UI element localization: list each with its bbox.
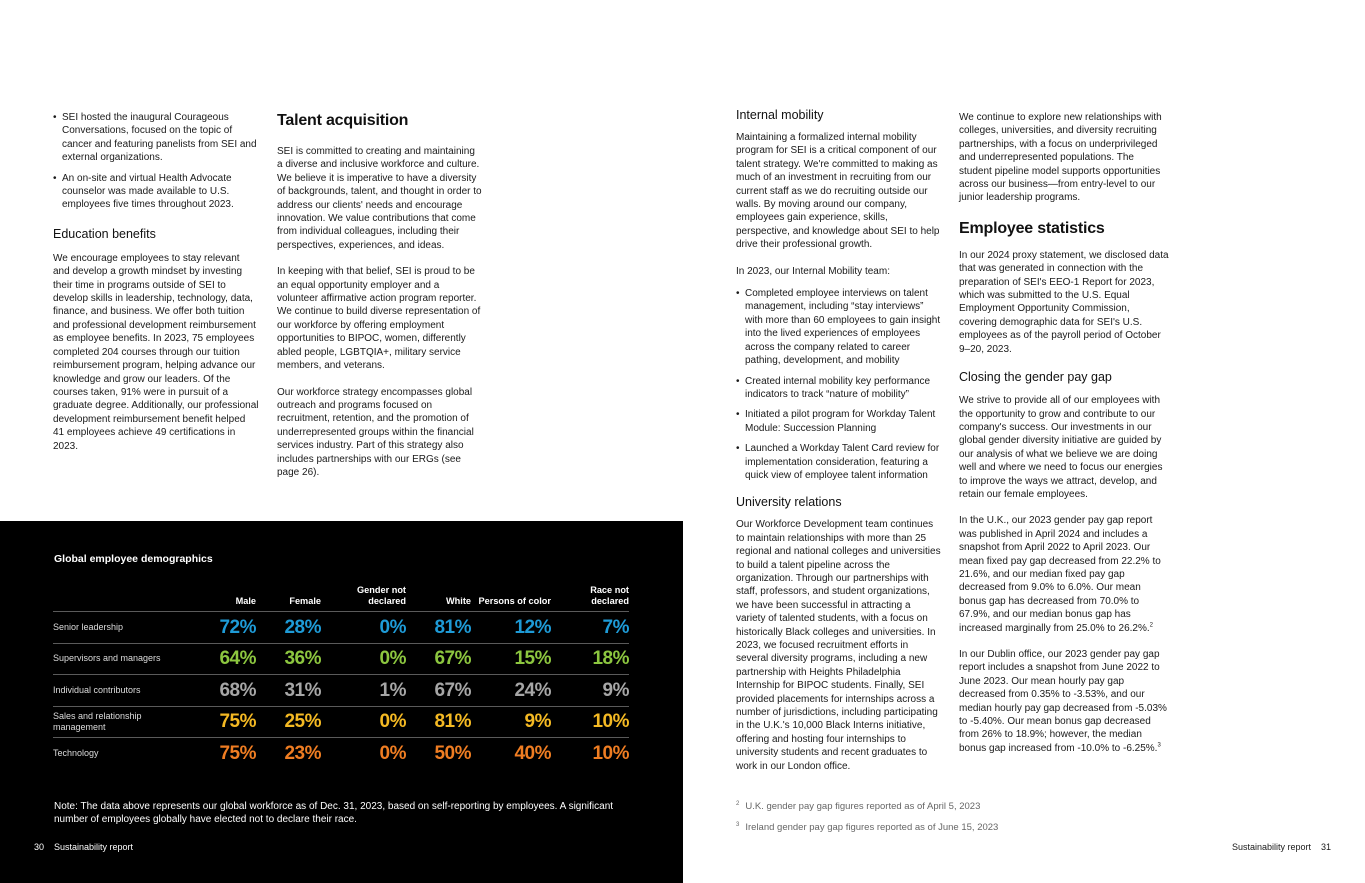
- cell-value: 12%: [471, 612, 551, 644]
- cell-value: 50%: [406, 738, 471, 770]
- demographics-title: Global employee demographics: [54, 553, 213, 565]
- cell-value: 28%: [256, 612, 321, 644]
- demographics-panel: [0, 521, 683, 883]
- cell-value: 23%: [256, 738, 321, 770]
- footnotes: [736, 800, 998, 843]
- uk-pay-gap-text: [959, 514, 1169, 635]
- dublin-pay-gap-body: In our Dublin office, our 2023 gender pay gap report includes a snapshot from June 2022 to June 2023. Our mean hourly pay gap decreased from 0.35% to -3.53%, and our median hourly pay gap decreased from -5.03% to -5.40%. Our mean bonus gap decreased from 26% to 18.9%; however, the median bonus gap increased from -10.0% to -6.25%.: [959, 649, 1167, 754]
- gender-pay-gap-heading: Closing the gender pay gap: [959, 370, 1112, 385]
- cell-value: 10%: [551, 738, 629, 770]
- statistics-text: In our 2024 proxy statement, we disclosed data that was generated in connection with the preparation of SEI's EEO-1 Report for 2023, which was submitted to the U.S. Equal Employment Opportunity Commission, covering demographic data for SEI's U.S. employees as of the payroll period of October 9–20, 2023.: [959, 249, 1169, 355]
- demographics-note: Note: The data above represents our global workforce as of Dec. 31, 2023, based on self-reporting by employees. A significant number of employees globally have elected not to declare their race.: [54, 801, 614, 825]
- education-heading: Education benefits: [53, 226, 156, 241]
- footer-label: Sustainability report: [54, 842, 134, 852]
- page-footer-left: [34, 841, 133, 854]
- footnote-text: Ireland gender pay gap figures reported as of June 15, 2023: [745, 822, 999, 834]
- mobility-bullets: [736, 287, 942, 482]
- partnerships-text: We continue to explore new relationships with colleges, universities, and diversity recruiting partnerships, with a focus on underprivileged and underrepresented populations. The student pipeline model supports opportunities across our business—from entry-level to our junior leadership programs.: [959, 112, 1162, 204]
- cell-value: 75%: [191, 738, 256, 770]
- list-item: • Created internal mobility key performance indicators to track “nature of mobility”: [736, 375, 942, 402]
- cell-value: 75%: [191, 706, 256, 738]
- page-number: 31: [1321, 842, 1332, 852]
- footnote-ref: 2: [1149, 622, 1153, 629]
- cell-value: 7%: [551, 612, 629, 644]
- list-item: • Completed employee interviews on talent management, including “stay interviews” with more than 60 employees to gain insight into the lived experiences of employees across the company related to career pathing, development, and mobility: [736, 287, 942, 367]
- university-relations-heading: University relations: [736, 495, 842, 510]
- cell-value: 72%: [191, 612, 256, 644]
- cell-value: 1%: [321, 675, 406, 707]
- table-header-row: [53, 585, 629, 612]
- cell-value: 18%: [551, 643, 629, 675]
- cell-value: 9%: [471, 706, 551, 738]
- cell-value: 0%: [321, 612, 406, 644]
- education-text: We encourage employees to stay relevant and develop a growth mindset by investing their time in programs outside of SEI to develop skills in leadership, technology, data, finance, and business. We offer both tuition and professional development reimbursement as employee benefits. In 2023, 75 employees completed 204 courses through our tuition reimbursement program, helping advance our knowledge and grow our leaders. Of the courses taken, 91% were in pursuit of a graduate degree. Additionally, our professional development reimbursement benefit helped 41 employees achieve 49 certifications in 2023.: [53, 252, 259, 452]
- footnote: [736, 800, 998, 813]
- mobility-intro: In 2023, our Internal Mobility team:: [736, 265, 890, 277]
- column-header: Persons of color: [478, 596, 551, 606]
- row-label: Individual contributors: [53, 675, 191, 707]
- row-label: Supervisors and managers: [53, 643, 191, 675]
- row-label: Senior leadership: [53, 612, 191, 644]
- talent-paragraph: Our workforce strategy encompasses global outreach and programs focused on recruitment, retention, and the promotion of underrepresented groups within the financial services industry. Part of this strategy also includes partnerships with our ERGs (see page 26).: [277, 386, 474, 478]
- university-text: Our Workforce Development team continues to maintain relationships with more than 25 regional and national colleges and universities to build a talent pipeline across the organization. Through our partnerships with staff, professors, and student organizations, we have been successful in attracting a variety of talented students, with a focus on historically Black colleges and universities. In 2023, we focused recruitment efforts in several diversity programs, including a new partnership with Heights Philadelphia Internship for BIPOC students. Finally, SEI provided placements for internships across a number of jurisdictions, including participating in the U.K.'s 10,000 Black Interns initiative, offering and hosting four internships to university students and recent graduates to work in our London office.: [736, 519, 941, 772]
- row-label: Technology: [53, 738, 191, 770]
- cell-value: 81%: [406, 706, 471, 738]
- column-header: Gender not declared: [356, 585, 406, 606]
- footnote-mark: 3: [736, 822, 740, 829]
- table-row: [53, 643, 629, 675]
- cell-value: 9%: [551, 675, 629, 707]
- column-header: Male: [235, 596, 256, 606]
- row-label: Sales and relationship management: [53, 706, 191, 738]
- cell-value: 0%: [321, 706, 406, 738]
- footer-label: Sustainability report: [1232, 842, 1312, 852]
- left-column-2: [277, 111, 483, 492]
- dublin-pay-gap-text: [959, 648, 1169, 755]
- list-item: • An on-site and virtual Health Advocate counselor was made available to U.S. employees five times throughout 2023.: [53, 172, 259, 212]
- table-row: [53, 612, 629, 644]
- footnote-ref: 3: [1157, 742, 1161, 749]
- gender-pay-text: We strive to provide all of our employees with the opportunity to grow and contribute to our company's success. Our investments in our global gender diversity initiative are guided by our analysis of what we believe we are doing well and where we need to focus our energies to improve the ways we attract, develop, and retain our female employees.: [959, 395, 1163, 500]
- column-header: Female: [289, 596, 321, 606]
- cell-value: 36%: [256, 643, 321, 675]
- cell-value: 81%: [406, 612, 471, 644]
- cell-value: 25%: [256, 706, 321, 738]
- footnote-mark: 2: [736, 800, 740, 807]
- cell-value: 31%: [256, 675, 321, 707]
- list-item: • SEI hosted the inaugural Courageous Conversations, focused on the topic of cancer and featuring panelists from SEI and external organizations.: [53, 111, 259, 165]
- table-row: [53, 706, 629, 738]
- page-number: 30: [34, 842, 45, 852]
- column-header: [53, 585, 191, 612]
- cell-value: 0%: [321, 643, 406, 675]
- footnote: [736, 821, 998, 834]
- cell-value: 64%: [191, 643, 256, 675]
- page-footer-right: [1232, 841, 1331, 854]
- cell-value: 67%: [406, 643, 471, 675]
- cell-value: 68%: [191, 675, 256, 707]
- talent-acquisition-heading: Talent acquisition: [277, 112, 409, 129]
- footnote-text: U.K. gender pay gap figures reported as of April 5, 2023: [745, 801, 981, 812]
- cell-value: 10%: [551, 706, 629, 738]
- internal-mobility-heading: Internal mobility: [736, 108, 824, 122]
- uk-pay-gap-body: In the U.K., our 2023 gender pay gap report was published in April 2024 and includes a snapshot from April 2022 to April 2023. Our mean fixed pay gap decreased from 22.2% to 21.6%, and our median fixed pay gap decreased from 9.0% to 6.0%. Our mean bonus gap has decreased from 70.0% to 67.9%, and our median bonus gap has increased marginally from 25.0% to 26.2%.: [959, 515, 1161, 634]
- cell-value: 15%: [471, 643, 551, 675]
- column-header: Race not declared: [590, 585, 629, 606]
- cell-value: 40%: [471, 738, 551, 770]
- mobility-text: Maintaining a formalized internal mobility program for SEI is a critical component of our talent strategy. We're committed to making as much of an investment in recruiting from our current staff as we do recruiting outside our walls. By moving around our company, employees gain experience, skills, perspective, and knowledge about SEI to help drive their professional growth.: [736, 132, 940, 251]
- cell-value: 24%: [471, 675, 551, 707]
- list-item: • Launched a Workday Talent Card review for implementation consideration, featuring a quick view of employee talent information: [736, 442, 942, 482]
- cell-value: 67%: [406, 675, 471, 707]
- wellness-bullets: [53, 111, 259, 212]
- demographics-table: [53, 585, 629, 769]
- right-column-3: [736, 107, 942, 773]
- employee-statistics-heading: Employee statistics: [959, 219, 1105, 237]
- cell-value: 0%: [321, 738, 406, 770]
- talent-paragraph: In keeping with that belief, SEI is proud to be an equal opportunity employer and a volunteer affirmative action program reporter. We continue to build diverse representation of our workforce by offering employment opportunities to BIPOC, women, differently abled people, LGBTQIA+, military service members, and veterans.: [277, 266, 481, 372]
- column-header: White: [445, 596, 471, 606]
- talent-paragraph: SEI is committed to creating and maintaining a diverse and inclusive workforce and culture. We believe it is imperative to have a diversity of backgrounds, talent, and thought in order to address our clients' needs and encourage innovation. We value contributions that come from individual colleagues, including their perspectives, experiences, and ideas.: [277, 146, 482, 251]
- left-column-1: [53, 111, 259, 453]
- table-row: [53, 675, 629, 707]
- table-row: [53, 738, 629, 770]
- list-item: • Initiated a pilot program for Workday Talent Module: Succession Planning: [736, 408, 942, 435]
- right-column-4: [959, 111, 1169, 755]
